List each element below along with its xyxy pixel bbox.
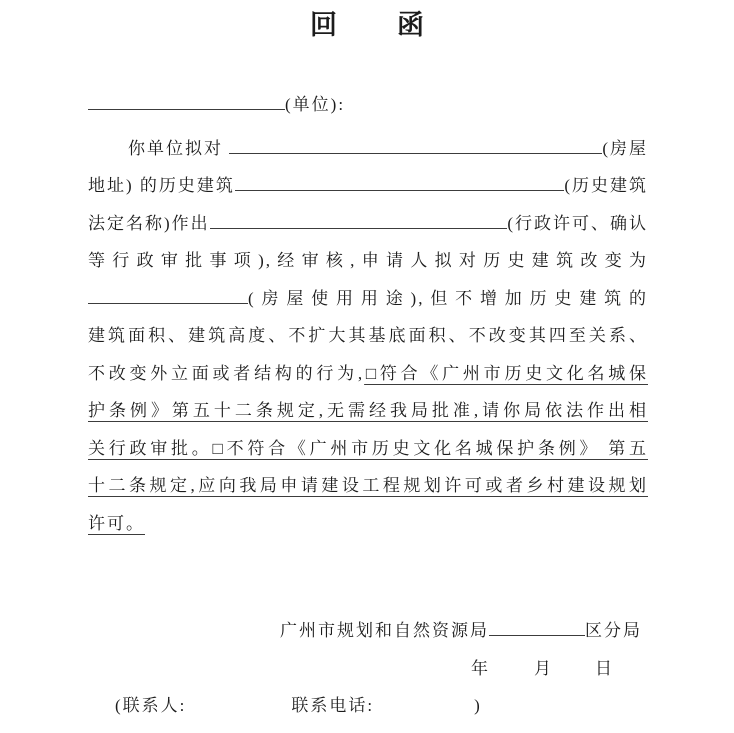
text-segment: 你单位拟对: [128, 138, 230, 158]
text-segment: 护条例》第五十二条规定,无需经我局批准,请你局依法作出相: [88, 401, 648, 420]
body-line: [88, 167, 648, 205]
blank-field: [235, 172, 564, 191]
checkbox-text-segment: 关行政审批。□不符合《广州市历史文化名城保护条例》 第五: [88, 438, 648, 458]
text-segment: (房屋使用用途),但不增加历史建筑的: [248, 288, 648, 308]
document-body: [88, 86, 648, 725]
recipient-line: [88, 86, 648, 124]
blank-field: [229, 135, 602, 154]
text-segment: 年: [471, 658, 490, 678]
blank-field: [88, 285, 248, 304]
body-line: [88, 205, 648, 243]
text-segment: (房屋: [602, 138, 648, 158]
body-line: [88, 317, 648, 355]
date-line: [88, 650, 648, 688]
body-line: [88, 505, 648, 543]
blank-field: [210, 210, 508, 229]
body-line: [88, 130, 648, 168]
document-title: 回 函: [310, 10, 426, 40]
text-segment: 月: [534, 658, 553, 678]
text-segment: 联系电话:: [291, 696, 375, 715]
body-line: [88, 430, 648, 468]
text-segment: 广州市规划和自然资源局: [280, 621, 489, 640]
text-segment: 日: [595, 658, 614, 678]
checkbox-text-segment: □符合《广州市历史文化名城保: [364, 363, 648, 383]
body-line: [88, 467, 648, 505]
text-segment: 十二条规定,应向我局申请建设工程规划许可或者乡村建设规划: [88, 476, 648, 495]
body-line: [88, 355, 648, 393]
text-segment: (联系人:: [115, 696, 187, 715]
text-segment: (历史建筑: [564, 176, 648, 195]
contact-line: [88, 687, 648, 725]
text-segment: 等行政审批事项),经审核,申请人拟对历史建筑改变为: [88, 251, 648, 270]
blank-field: [489, 617, 585, 636]
text-segment: 建筑面积、建筑高度、不扩大其基底面积、不改变其四至关系、: [88, 326, 648, 345]
text-segment: (单位):: [285, 95, 346, 114]
text-segment: 地址) 的历史建筑: [88, 176, 235, 195]
text-segment: 区分局: [585, 621, 642, 640]
text-segment: (行政许可、确认: [507, 213, 648, 233]
text-segment: ): [474, 696, 482, 715]
body-line: [88, 242, 648, 280]
text-segment: 法定名称)作出: [88, 213, 210, 233]
blank-field: [88, 91, 285, 110]
text-segment: 不改变外立面或者结构的行为,: [88, 363, 365, 383]
body-line: [88, 392, 648, 430]
signature-line: [88, 612, 648, 650]
text-segment: 许可。: [88, 513, 145, 533]
body-line: [88, 280, 648, 318]
